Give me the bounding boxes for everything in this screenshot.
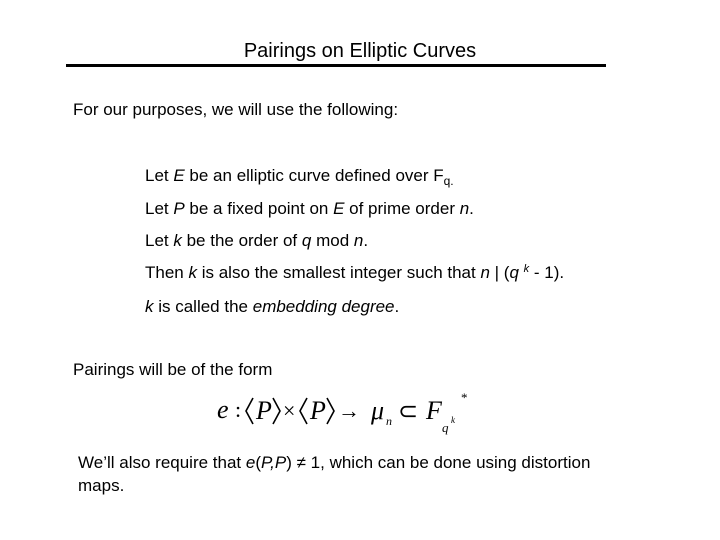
formula-mu-sub: n bbox=[386, 414, 392, 428]
line-embedding-degree: k is called the embedding degree. bbox=[145, 297, 400, 316]
formula-times: × bbox=[283, 398, 296, 423]
formula-star: * bbox=[461, 390, 468, 405]
intro-text: For our purposes, we will use the following: bbox=[73, 100, 399, 119]
pairings-text: Pairings will be of the form bbox=[73, 360, 273, 379]
formula-F-sub: q bbox=[442, 420, 449, 435]
line-smallest-integer: Then k is also the smallest integer such that n | (q $^k$ - 1). bbox=[145, 263, 565, 282]
formula-colon: : bbox=[235, 397, 242, 422]
line-order-definition: Let k be the order of q mod n. bbox=[145, 231, 369, 250]
formula-F: F bbox=[426, 396, 442, 425]
title-underline bbox=[66, 64, 606, 67]
formula-P1: P bbox=[256, 396, 272, 425]
formula-F-subsup: k bbox=[451, 415, 455, 425]
pairing-formula bbox=[215, 388, 485, 438]
left-angle-bracket-2 bbox=[300, 398, 307, 424]
formula-P2: P bbox=[310, 396, 326, 425]
formula-mu: μ bbox=[371, 396, 385, 425]
formula-subset: ⊂ bbox=[398, 399, 419, 425]
left-angle-bracket-1 bbox=[246, 398, 253, 424]
formula-e: e bbox=[217, 395, 229, 424]
right-angle-bracket-2 bbox=[327, 398, 334, 424]
formula-arrow: → bbox=[338, 398, 360, 423]
requirement-text: We’ll also require that e(P,P) ≠ 1, which can be done using distortion maps. bbox=[78, 453, 591, 495]
line-point-definition: Let P be a fixed point on E of prime order n. bbox=[145, 199, 474, 218]
slide-title: Pairings on Elliptic Curves bbox=[243, 40, 477, 62]
right-angle-bracket-1 bbox=[273, 398, 280, 424]
line-curve-definition: Let E be an elliptic curve defined over $F_{q.}$ bbox=[145, 166, 454, 188]
